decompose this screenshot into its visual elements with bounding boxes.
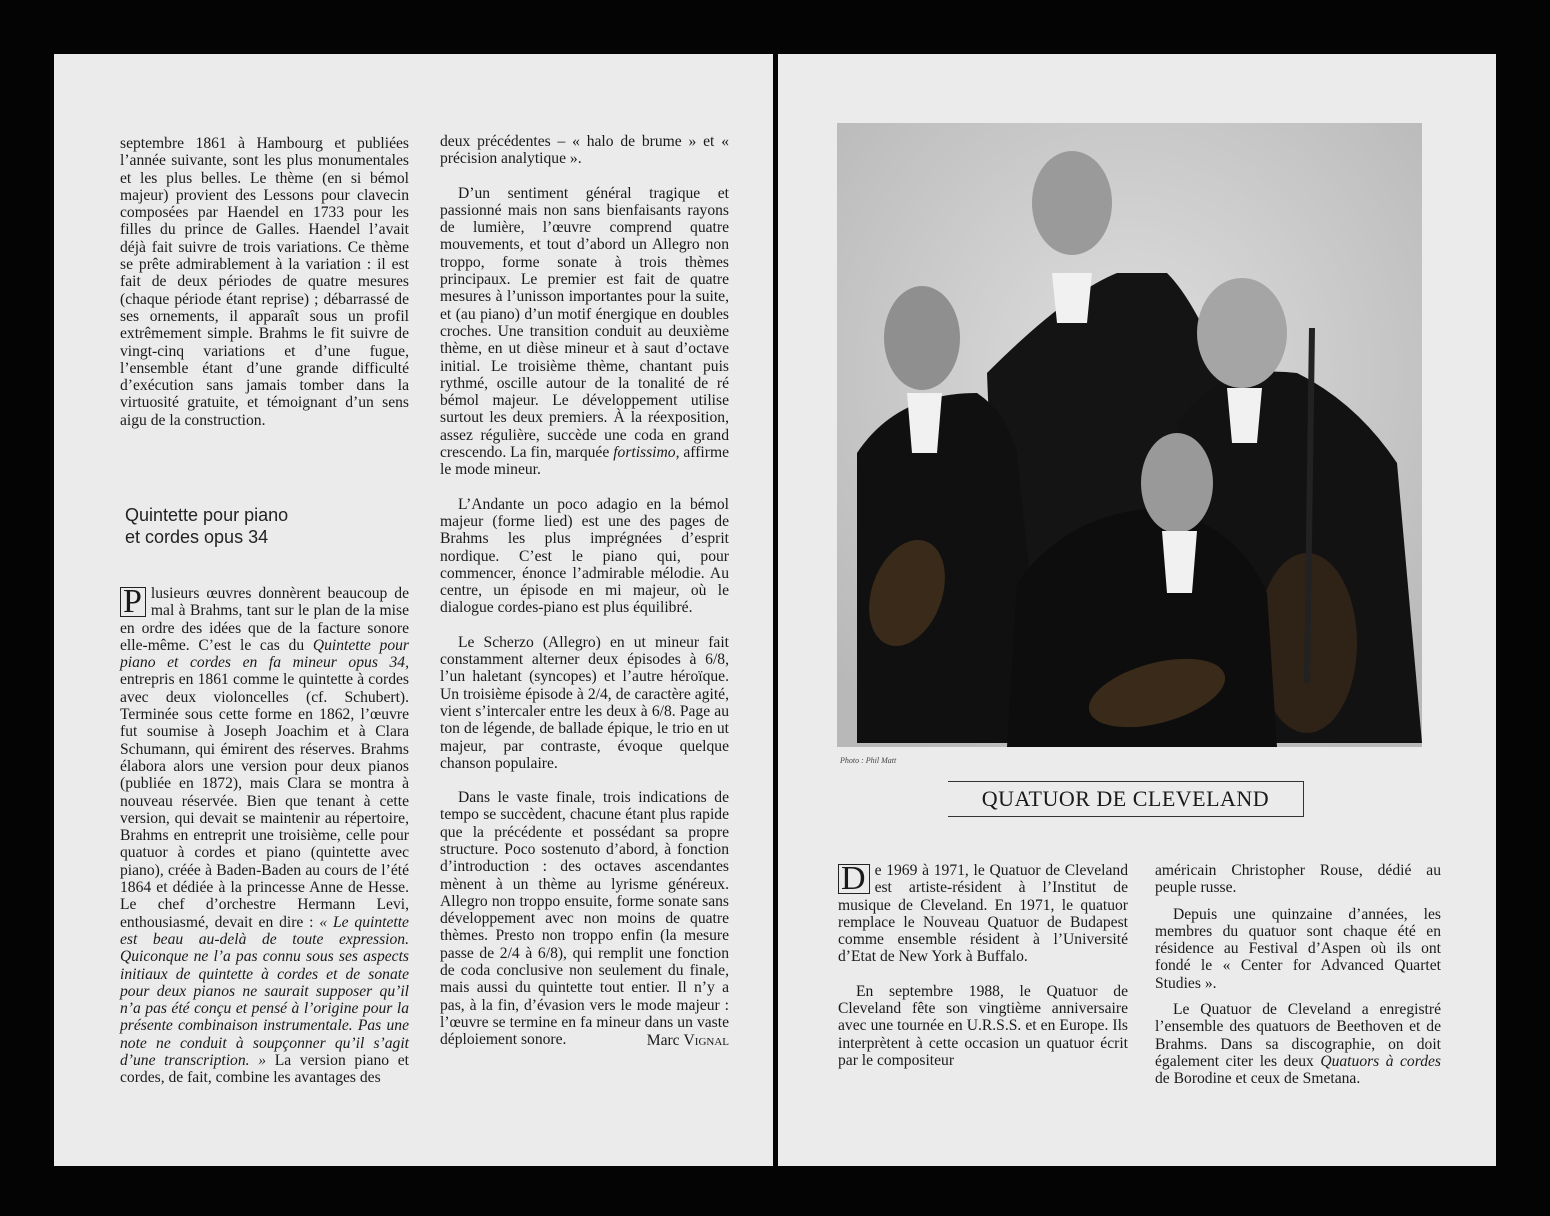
dropcap-p: P — [120, 587, 146, 617]
paragraph — [440, 185, 729, 479]
paragraph: En septembre 1988, le Quatuor de Cleveland fête son vingtième anniversaire avec une tournée en U.R.S.S. et en Europe. Ils interprètent à cette occasion un quatuor écrit par le compositeur — [838, 982, 1128, 1069]
left-page — [54, 54, 773, 1166]
paragraph: L’Andante un poco adagio en la bémol majeur (forme lied) est une des pages de Brahms les plus imprégnées d’esprit nordique. C’est le piano qui, pour commencer, énonce l’admirable mélodie. Au centre, un épisode en mi majeur, où le dialogue cordes-piano est plus équilibré. — [440, 495, 729, 617]
italic-term: fortissimo, — [613, 444, 680, 462]
photo-credit: Photo : Phil Matt — [840, 756, 897, 765]
section-heading-line2: et cordes opus 34 — [125, 527, 269, 547]
paragraph: Le Scherzo (Allegro) en ut mineur fait constamment alterner deux épisodes à 6/8, l’un haletant (syncopes) et l’autre héroïque. Un troisième épisode à 2/4, de caractère agité, vient s’intercaler entre les deux à 6/8. Page au ton de légende, de ballade épique, le trio en ut majeur, par contraste, évoque quelque chanson populaire. — [440, 633, 729, 772]
paragraph — [838, 862, 1128, 966]
paragraph — [1155, 1001, 1441, 1087]
left-column-1 — [120, 135, 409, 429]
left-column-1-body — [120, 585, 409, 1087]
section-title: QUATUOR DE CLEVELAND — [981, 786, 1270, 811]
author-last-name: Vignal — [683, 1031, 729, 1049]
dropcap-d: D — [838, 864, 870, 894]
body-text: lusieurs œuvres donnèrent beaucoup de mal à Brahms, tant sur le plan de la mise en ordre des idées que de la facture sonore elle-même. C’est le cas du — [120, 585, 409, 654]
face — [1197, 278, 1287, 388]
section-title-box — [948, 781, 1304, 817]
section-heading-line1: Quintette pour piano — [125, 505, 289, 525]
face — [1141, 433, 1213, 533]
body-text: D’un sentiment général tragique et passionné mais non sans bienfaisants rayons de lumière, l’œuvre comprend quatre mouvements, et tout d’abord un Allegro non troppo, forme sonate à trois thèmes principaux. Le premier est fait de quatre mesures à l’unisson importantes pour la suite, et (au piano) d’un motif énergique en doubles croches. Une transition conduit au deuxième thème, en ut dièse mineur et à saut d’octave initial. Le troisième thème, chantant puis rythmé, oscille autour de la tonalité de ré bémol majeur. Le développement utilise surtout les deux premiers. À la réexposition, assez régulière, succède une coda en grand crescendo. La fin, marquée — [440, 184, 729, 462]
author-first-name: Marc — [646, 1031, 680, 1049]
intro-paragraph: septembre 1861 à Hambourg et publiées l’année suivante, sont les plus monumentales et les plus belles. Le thème (en si bémol majeur) provient des Lessons pour clavecin composées par Haendel en 1733 pour les filles du prince de Galles. Haendel l’avait déjà fait suivre de trois variations. Ce thème se prête admirablement à la variation : il est fait de deux périodes de quatre mesures (chaque période étant reprise) ; débarrassé de ses ornements, il apparaît sous un profil extrêmement simple. Brahms le fit suivre de vingt-cinq variations et d’une fugue, l’ensemble étant d’une grande difficulté d’exécution sans jamais tomber dans la virtuosité gratuite, et témoignant d’un sens aigu de la construction. — [120, 135, 409, 429]
face — [1032, 151, 1112, 255]
paragraph: deux précédentes – « halo de brume » et « précision analytique ». — [440, 133, 729, 168]
quartet-photo-graphic — [837, 123, 1422, 747]
body-text: La version piano et cordes, de fait, combine les avantages des — [120, 1052, 409, 1087]
body-text: entrepris en 1861 comme le quintette à cordes avec deux violoncelles (cf. Schubert). Terminée sous cette forme en 1862, l’œuvre fut soumise à Joseph Joachim et à Clara Schumann, qui émirent des réserves. Brahms élabora alors une version pour deux pianos (publiée en 1872), mais Clara se montra à nouveau réservée. Bien que tenant à cette version, qui devait se maintenir au répertoire, Brahms en entreprit une troisième, celle pour quatuor à cordes et piano (quintette avec piano), créée à Baden-Baden au cours de l’été 1864 et dédiée à la princesse Anne de Hesse. Le chef d’orchestre Hermann Levi, enthousiasmé, devait en dire : — [120, 671, 409, 931]
face — [884, 286, 960, 390]
left-column-2 — [440, 133, 729, 1049]
quartet-photo — [837, 123, 1422, 747]
body-text: Le Quatuor de Cleveland a enregistré l’ensemble des quatuors de Beethoven et de Brahms. Dans sa discographie, on doit également citer les deux — [1155, 1001, 1441, 1070]
work-title: Quintette pour piano et cordes en fa mineur opus 34, — [120, 636, 409, 672]
quintette-paragraph — [120, 585, 409, 1087]
paragraph: Dans le vaste finale, trois indications de tempo se succèdent, chacune étant plus rapide que la précédente et possédant sa propre structure. Poco sostenuto d’abord, à fonction d’introduction : des octaves ascendantes mènent à un thème au lyrisme généreux. Allegro non troppo ensuite, forme sonate sans développement avec non moins de quatre thèmes. Presto non troppo enfin (la mesure passe de 2/4 à 6/8), qui remplit une fonction de coda conclusive non seulement du finale, mais aussi du quintette tout entier. Il n’y a pas, à la fin, d’évasion vers le mode majeur : l’œuvre se termine en fa mineur dans un vaste déploiement sonore. — [440, 789, 729, 1049]
right-page — [778, 54, 1496, 1166]
body-text: e 1969 à 1971, le Quatuor de Cleveland est artiste-résident à l’Institut de musique de Cleveland. En 1971, le quatuor remplace le Nouveau Quatuor de Budapest comme ensemble résident à l’Université d’Etat de New York à Buffalo. — [838, 862, 1128, 966]
work-title: Quatuors à cordes — [1320, 1052, 1441, 1070]
section-heading — [125, 504, 288, 548]
paragraph: américain Christopher Rouse, dédié au peuple russe. — [1155, 862, 1441, 897]
paragraph: Depuis une quinzaine d’années, les membres du quatuor sont chaque été en résidence au Festival d’Aspen où ils ont fondé le « Center for Advanced Quartet Studies ». — [1155, 905, 1441, 992]
body-text: affirme le mode mineur. — [440, 444, 729, 479]
body-text: de Borodine et ceux de Smetana. — [1155, 1070, 1361, 1088]
levi-quote: « Le quintette est beau au-delà de toute expression. Quiconque ne l’a pas connu sous ses aspects initiaux de quintette à cordes et de sonate pour deux pianos ne saurait supposer qu’il n’a pas été conçu et pensé à l’origine pour la présente combinaison instrumentale. Pas une note ne conduit à soupçonner qu’il s’agit d’une transcription. » — [120, 913, 409, 1070]
right-column-1 — [838, 862, 1128, 1069]
right-column-2 — [1155, 862, 1441, 1088]
